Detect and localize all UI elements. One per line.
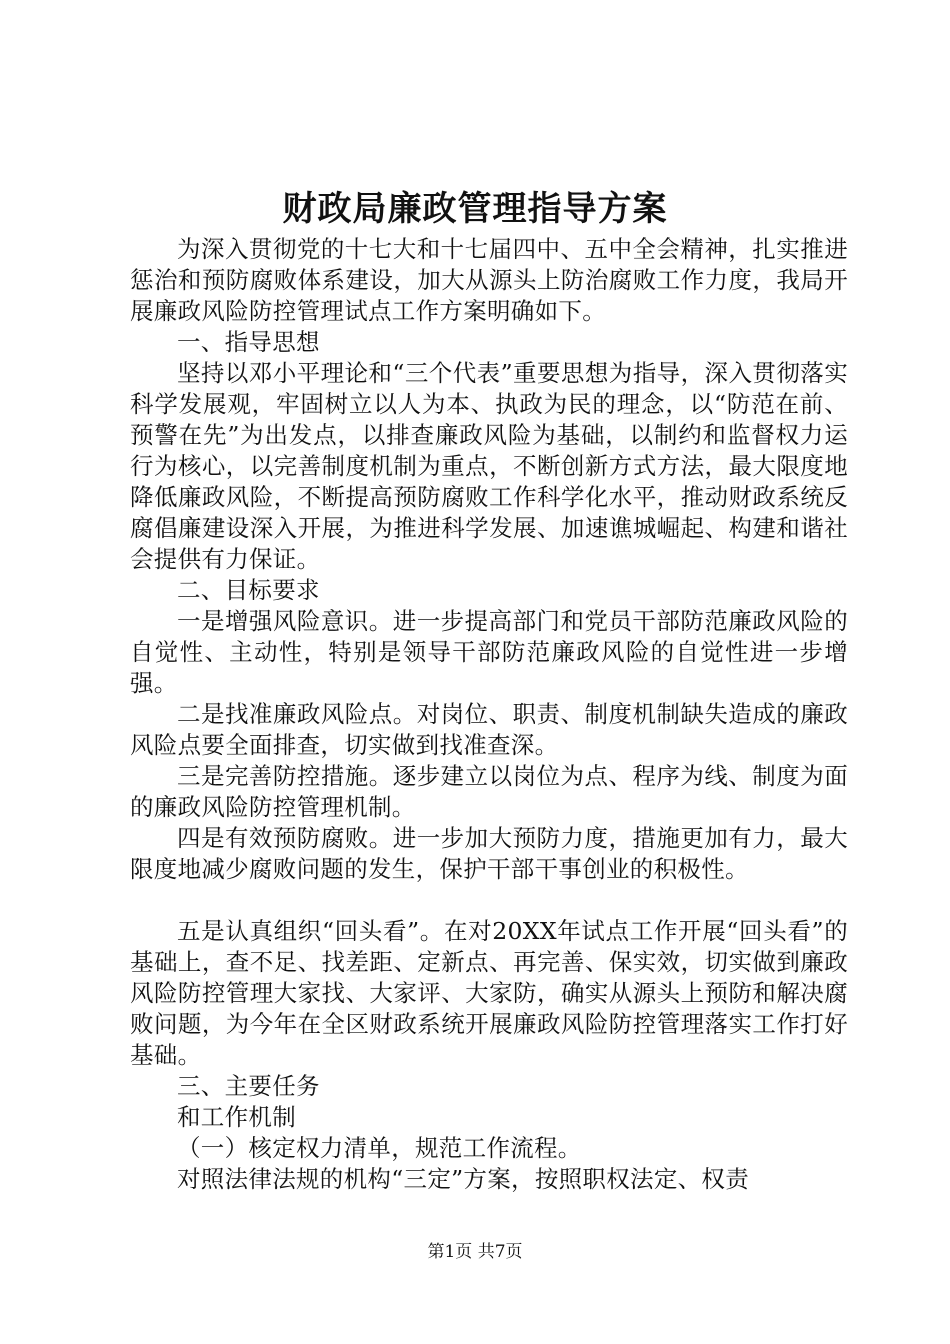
section-heading-guiding-thought: 一、指导思想	[177, 328, 320, 356]
subsection-heading-1: （一）核定权力清单，规范工作流程。	[177, 1134, 582, 1162]
section-heading-continued: 和工作机制	[177, 1103, 296, 1131]
paragraph-goal-2: 二是找准廉政风险点。对岗位、职责、制度机制缺失造成的廉政风险点要全面排查，切实做到找准查深。	[130, 700, 848, 759]
paragraph-goal-4: 四是有效预防腐败。进一步加大预防力度，措施更加有力，最大限度地减少腐败问题的发生，保护干部干事创业的积极性。	[130, 824, 848, 883]
page-number-footer: 第1页 共7页	[427, 1242, 523, 1262]
paragraph-goal-3: 三是完善防控措施。逐步建立以岗位为点、程序为线、制度为面的廉政风险防控管理机制。	[130, 762, 848, 821]
document-title: 财政局廉政管理指导方案	[282, 189, 668, 229]
section-heading-goals: 二、目标要求	[177, 576, 320, 604]
document-body	[130, 234, 848, 1195]
section-heading-main-tasks: 三、主要任务	[177, 1072, 320, 1100]
paragraph-goal-5: 五是认真组织“回头看”。在对20XX年试点工作开展“回头看”的基础上，查不足、找差距、定新点、再完善、保实效，切实做到廉政风险防控管理大家找、大家评、大家防，确实从源头上预防和解决腐败问题，为今年在全区财政系统开展廉政风险防控管理落实工作打好基础。	[130, 917, 848, 1069]
paragraph-task-1: 对照法律法规的机构“三定”方案，按照职权法定、权责	[177, 1165, 750, 1193]
paragraph-guiding-thought: 坚持以邓小平理论和“三个代表”重要思想为指导，深入贯彻落实科学发展观，牢固树立以人为本、执政为民的理念，以“防范在前、预警在先”为出发点，以排查廉政风险为基础，以制约和监督权力运行为核心，以完善制度机制为重点，不断创新方式方法，最大限度地降低廉政风险，不断提高预防腐败工作科学化水平，推动财政系统反腐倡廉建设深入开展，为推进科学发展、加速谯城崛起、构建和谐社会提供有力保证。	[130, 359, 848, 573]
paragraph-intro: 为深入贯彻党的十七大和十七届四中、五中全会精神，扎实推进惩治和预防腐败体系建设，加大从源头上防治腐败工作力度，我局开展廉政风险防控管理试点工作方案明确如下。	[130, 235, 848, 325]
paragraph-goal-1: 一是增强风险意识。进一步提高部门和党员干部防范廉政风险的自觉性、主动性，特别是领导干部防范廉政风险的自觉性进一步增强。	[130, 607, 848, 697]
